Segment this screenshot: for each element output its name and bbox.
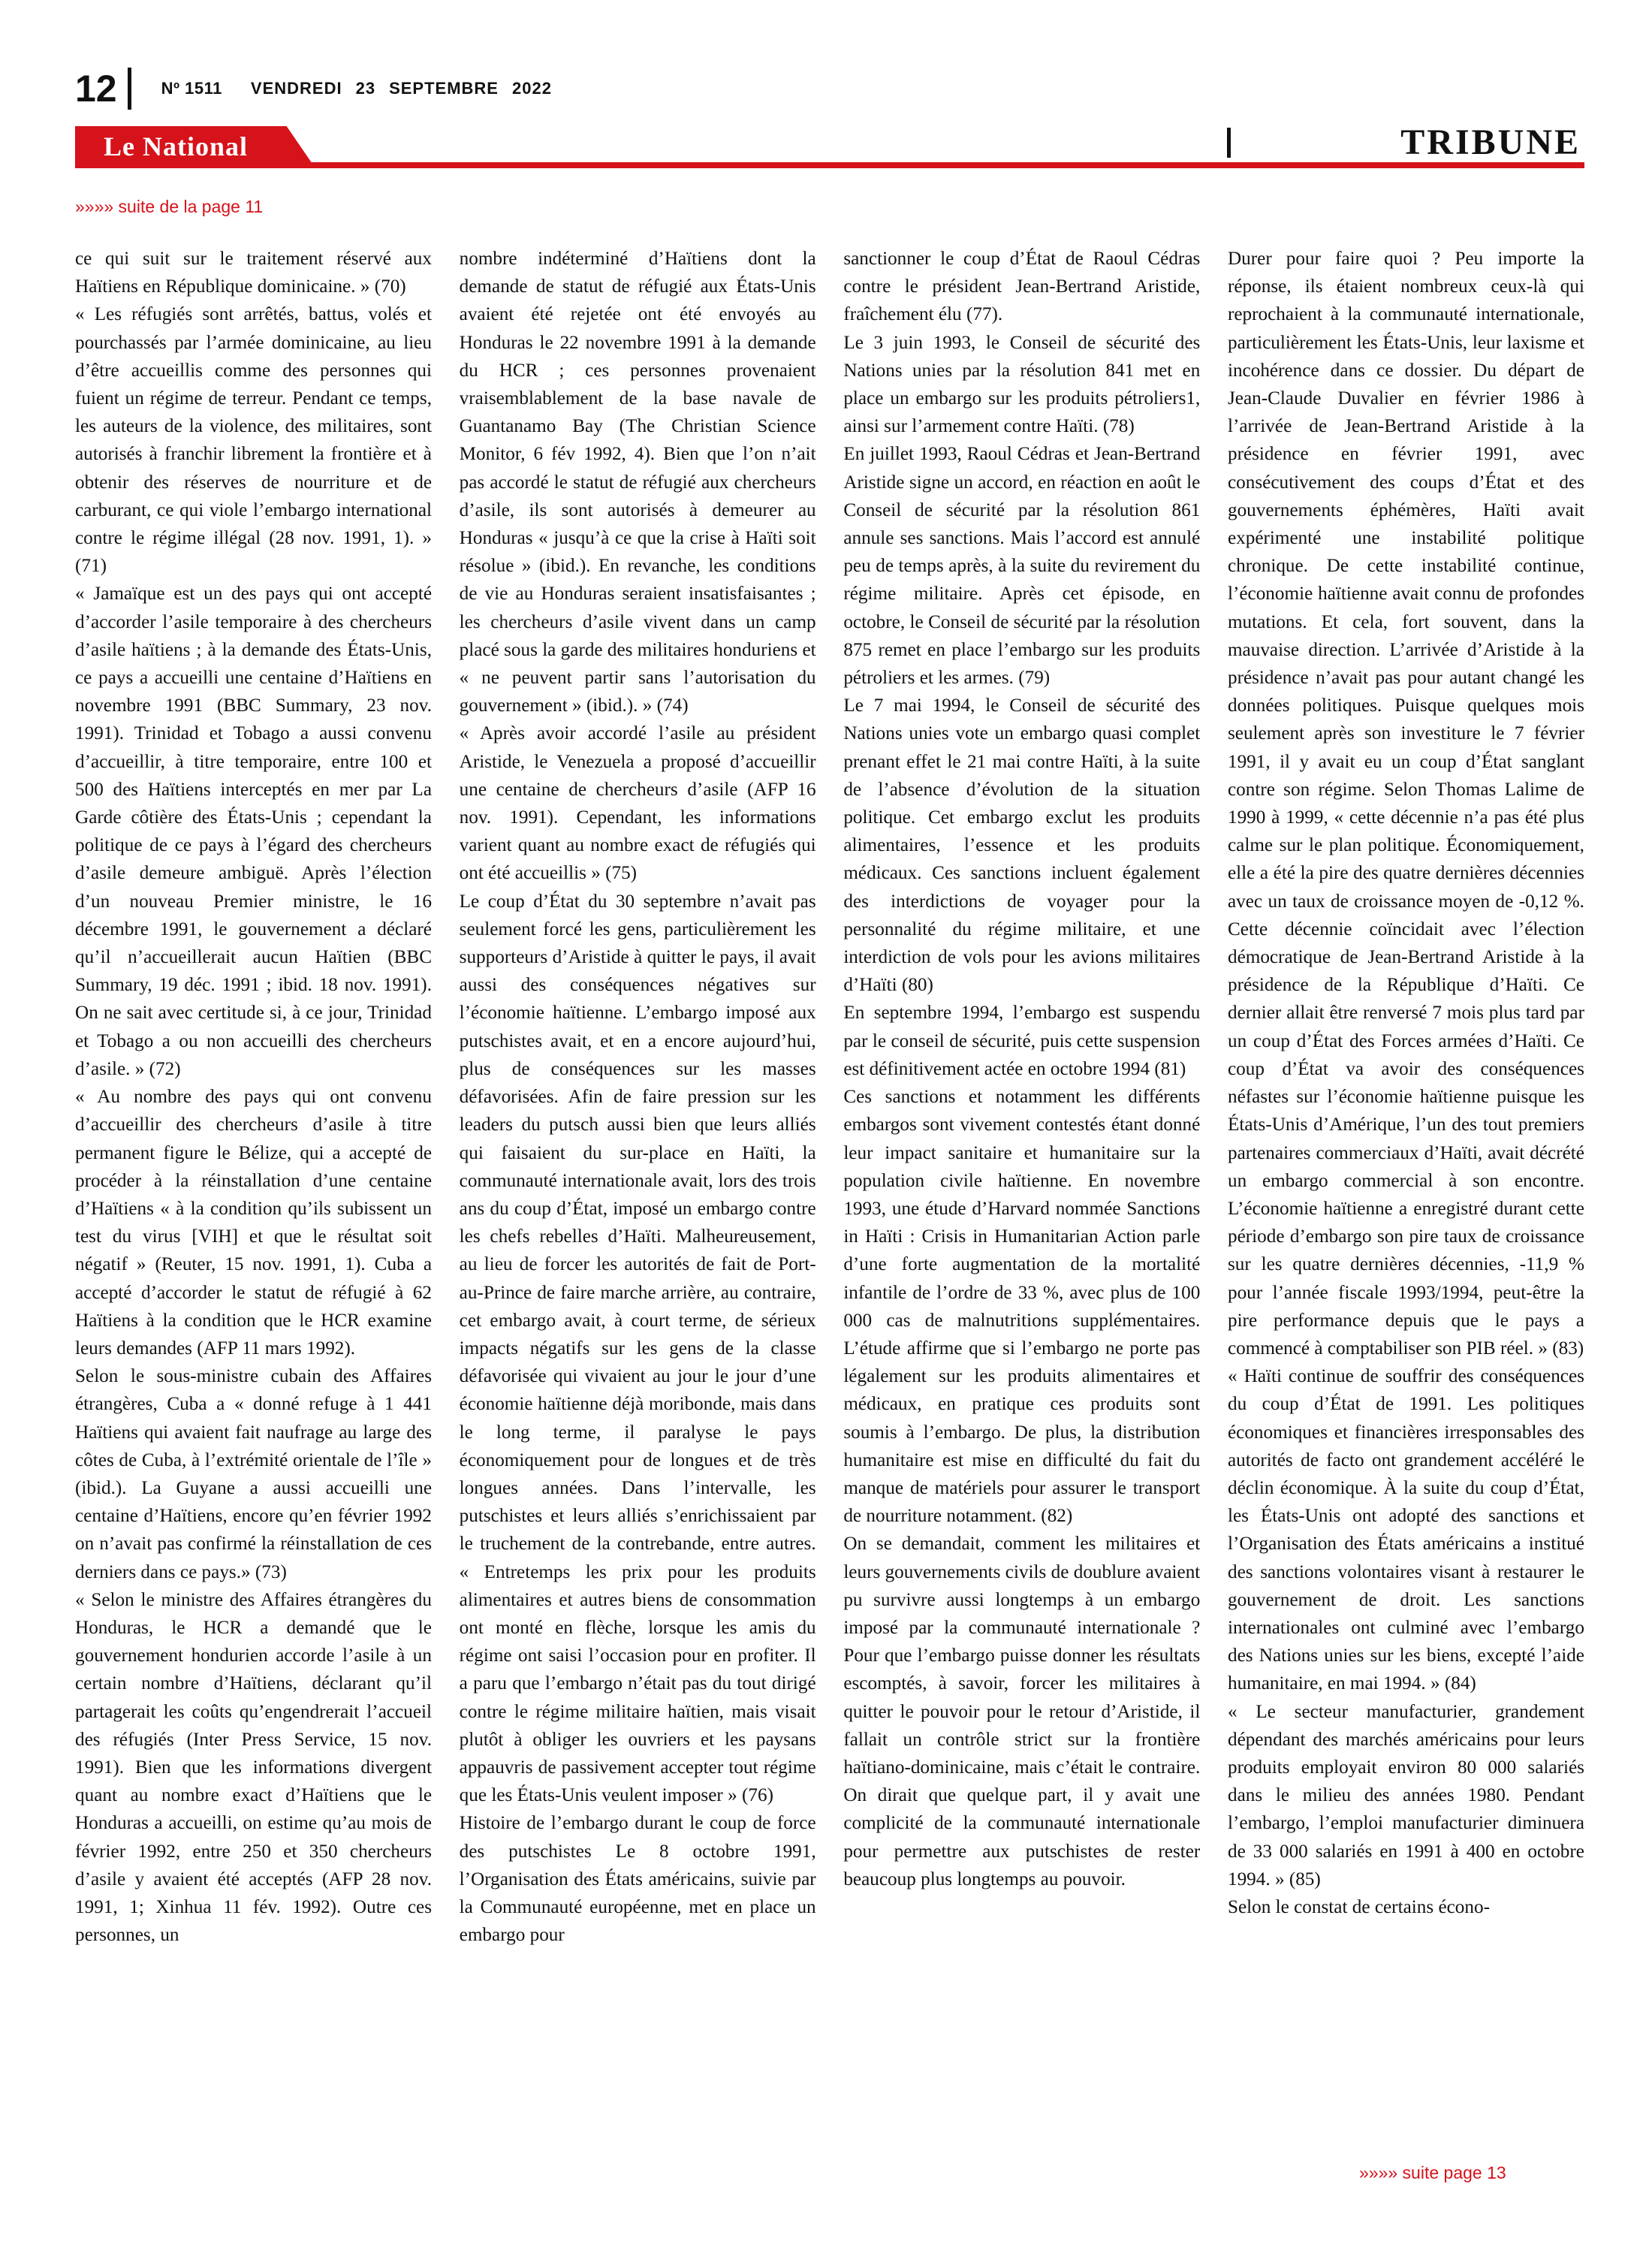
article-column-4: [1228, 245, 1584, 2161]
paragraph: Durer pour faire quoi ? Peu importe la réponse, ils étaient nombreux ceux-là qui reprochaient à la communauté internationale, particulièrement les États-Unis, leur laxisme et incohérence dans ce dossier. Du départ de Jean-Claude Duvalier en février 1986 à l’arrivée de Jean-Bertrand Aristide à la présidence en février 1991, avec consécutivement des coups d’État et des gouvernements éphémères, Haïti avait expérimenté une instabilité politique chronique. De cette instabilité continue, l’économie haïtienne avait connu de profondes mutations. Et cela, fort souvent, dans la mauvaise direction. L’arrivée d’Aristide à la présidence n’avait pas pour autant changé les données politiques. Puisque quelques mois seulement après son investiture le 7 février 1991, il y avait eu un coup d’État sanglant contre son régime. Selon Thomas Lalime de 1990 à 1999, « cette décennie n’a pas été plus calme sur le plan politique. Économiquement, elle a été la pire des quatre dernières décennies avec un taux de croissance moyen de -0,12 %. Cette décennie coïncidait avec l’élection démocratique de Jean-Bertrand Aristide à la présidence de la République d’Haïti. Ce dernier allait être renversé 7 mois plus tard par un coup d’État des Forces armées d’Haïti. Ce coup d’État va avoir des conséquences néfastes sur l’économie haïtienne puisque les États-Unis d’Amérique, l’un des tout premiers partenaires commerciaux d’Haïti, avait décrété un embargo commercial à son encontre. L’économie haïtienne a enregistré durant cette période d’embargo son pire taux de croissance sur les quatre dernières décennies, -11,9 % pour l’année fiscale 1993/1994, peut-être la pire performance depuis que le pays a commencé à comptabiliser son PIB réel. » (83): [1227, 249, 1584, 1359]
paragraph: « Selon le ministre des Affaires étrangères du Honduras, le HCR a demandé que le gouvernement hondurien accorde l’asile à un certain nombre d’Haïtiens, déclarant qu’il partagerait les coûts qu’engendrerait l’accueil des réfugiés (Inter Press Service, 15 nov. 1991). Bien que les informations divergent quant au nombre exact d’Haïtiens que le Honduras a accueilli, on estime qu’au mois de février 1992, entre 250 et 350 chercheurs d’asile y avaient été acceptés (AFP 28 nov. 1991, 1; Xinhua 11 fév. 1992). Outre ces personnes, un: [75, 1589, 432, 1946]
paragraph: « Haïti continue de souffrir des conséquences du coup d’État de 1991. Les politiques économiques et financières irresponsables des autorités de facto ont grandement accéléré le déclin économique. À la suite du coup d’État, les États-Unis ont adopté des sanctions et l’Organisation des États américains a institué des sanctions volontaires visant à restaurer le gouvernement de droit. Les sanctions internationales ont culminé avec l’embargo des Nations unies sur les biens, excepté l’aide humanitaire, en mai 1994. » (84): [1227, 1366, 1584, 1694]
issue-number: Nº 1511: [161, 79, 222, 98]
paragraph: Le coup d’État du 30 septembre n’avait pas seulement forcé les gens, particulièrement les supporteurs d’Aristide à quitter le pays, il avait aussi des conséquences négatives sur l’économie haïtienne. L’embargo imposé aux putschistes avait, et en a encore aujourd’hui, plus de conséquences sur les masses défavorisées. Afin de faire pression sur les leaders du putsch aussi bien que leurs alliés qui faisaient du sur-place en Haïti, la communauté internationale avait, lors des trois ans du coup d’État, imposé un embargo contre les chefs rebelles d’Haïti. Malheureusement, au lieu de forcer les autorités de fait de Port-au-Prince de faire marche arrière, au contraire, cet embargo avait, à court terme, de sérieux impacts négatifs sur les gens de la classe défavorisée qui vivaient au jour le jour d’une économie haïtienne déjà moribonde, mais dans le long terme, il paralyse le pays économiquement pour de longues et de très longues années. Dans l’intervalle, les putschistes et leurs alliés s’enrichissaient par le truchement de la contrebande, entre autres. « Entretemps les prix pour les produits alimentaires et autres biens de consommation ont monté en flèche, lorsque les amis du régime ont saisi l’occasion pour en profiter. Il a paru que l’embargo n’était pas du tout dirigé contre le régime militaire haïtien, mais visait plutôt à obliger les ouvriers et les paysans appauvris de passivement accepter tout régime que les États-Unis veulent imposer » (76): [459, 891, 816, 1806]
paragraph: Le 7 mai 1994, le Conseil de sécurité des Nations unies vote un embargo quasi complet prenant effet le 21 mai contre Haïti, à la suite de l’absence d’évolution de la situation politique. Cet embargo exclut les produits alimentaires, l’essence et les produits médicaux. Ces sanctions incluent également des interdictions de voyager pour la personnalité du régime militaire, et une interdiction de vols pour les avions militaires d’Haïti (80): [843, 695, 1201, 996]
paragraph: Selon le constat de certains écono-: [1227, 1896, 1490, 1917]
paragraph: En septembre 1994, l’embargo est suspendu par le conseil de sécurité, puis cette suspension est définitivement actée en octobre 1994 (81): [843, 1003, 1201, 1079]
article-column-3: [843, 245, 1200, 2161]
continued-from-link[interactable]: »»»» suite de la page 11: [75, 197, 264, 216]
paragraph: sanctionner le coup d’État de Raoul Cédras contre le président Jean-Bertrand Aristide, fraîchement élu (77).: [843, 249, 1201, 325]
paragraph: « Jamaïque est un des pays qui ont accepté d’accorder l’asile temporaire à des chercheurs d’asile haïtiens ; à la demande des États-Unis, ce pays a accueilli une centaine d’Haïtiens en novembre 1991 (BBC Summary, 23 nov. 1991). Trinidad et Tobago a aussi convenu d’accueillir, à titre temporaire, entre 100 et 500 des Haïtiens interceptés en mer par La Garde côtière des États-Unis ; cependant la politique de ce pays à l’égard des chercheurs d’asile demeure ambiguë. Après l’élection d’un nouveau Premier ministre, le 16 décembre 1991, le gouvernement a déclaré qu’il n’accueillerait aucun Haïtien (BBC Summary, 19 déc. 1991 ; ibid. 18 nov. 1991). On ne sait avec certitude si, à ce jour, Trinidad et Tobago a ou non accueilli des chercheurs d’asile. » (72): [75, 584, 432, 1079]
paragraph: Ces sanctions et notamment les différents embargos sont vivement contestés étant donné leur impact sanitaire et humanitaire sur la population civile haïtienne. En novembre 1993, une étude d’Harvard nommée Sanctions in Haïti : Crisis in Humanitarian Action parle d’une forte augmentation de la mortalité infantile de l’ordre de 33 %, avec plus de 100 000 cas de malnutritions supplémentaires. L’étude affirme que si l’embargo ne porte pas légalement sur les produits alimentaires et médicaux, en pratique ces produits sont soumis à l’embargo. De plus, la distribution humanitaire est mise en difficulté du fait du manque de matériels pour assurer le transport de nourriture notamment. (82): [843, 1087, 1201, 1527]
paragraph: « Au nombre des pays qui ont convenu d’accueillir des chercheurs d’asile à titre permanent figure le Bélize, qui a accepté de procéder à la réinstallation d’une centaine d’Haïtiens « à la condition qu’ils subissent un test du virus [VIH] et que le résultat soit négatif » (Reuter, 15 nov. 1991, 1). Cuba a accepté d’accorder le statut de réfugié à 62 Haïtiens à la condition que le HCR examine leurs demandes (AFP 11 mars 1992).: [75, 1087, 432, 1359]
masthead-top-bar: [75, 66, 565, 111]
brand-logo: Le National: [104, 131, 249, 161]
paragraph: « Après avoir accordé l’asile au président Aristide, le Venezuela a proposé d’accueillir une centaine de chercheurs d’asile (AFP 16 nov. 1991). Cependant, les informations varient quant au nombre exact de réfugiés qui ont été accueillis » (75): [459, 723, 816, 884]
article-column-2: [460, 245, 816, 2161]
section-divider: [1227, 128, 1231, 158]
paragraph: nombre indéterminé d’Haïtiens dont la demande de statut de réfugié aux États-Unis avaient été rejetée ont été envoyés au Honduras le 22 novembre 1991 à la demande du HCR ; ces personnes provenaient vraisemblablement de la base navale de Guantanamo Bay (The Christian Science Monitor, 6 fév 1992, 4). Bien que l’on n’ait pas accordé le statut de réfugié aux chercheurs d’asile, ils sont autorisés à demeurer au Honduras « jusqu’à ce que la crise à Haïti soit résolue » (ibid.). En revanche, les conditions de vie au Honduras seraient insatisfaisantes ; les chercheurs d’asile vivent dans un camp placé sous la garde des militaires honduriens et « ne peuvent partir sans l’autorisation du gouvernement » (ibid.). » (74): [459, 249, 816, 716]
date-weekday: VENDREDI: [250, 79, 342, 98]
masthead-divider: [128, 68, 131, 110]
article-columns: [75, 245, 1584, 2161]
paragraph: Histoire de l’embargo durant le coup de force des putschistes Le 8 octobre 1991, l’Organisation des États américains, suivie par la Communauté européenne, met en place un embargo pour: [459, 1813, 816, 1946]
paragraph: « Le secteur manufacturier, grandement dépendant des marchés américains pour leurs produits employait environ 80 000 salariés dans le milieu des années 1980. Pendant l’embargo, l’emploi manufacturier diminuera de 33 000 salariés en 1991 à 400 en octobre 1994. » (85): [1227, 1701, 1584, 1890]
page-number: 12: [75, 68, 117, 110]
section-title: TRIBUNE: [1400, 122, 1581, 162]
paragraph: En juillet 1993, Raoul Cédras et Jean-Bertrand Aristide signe un accord, en réaction en août le Conseil de sécurité par la résolution 861 annule ses sanctions. Mais l’accord est annulé peu de temps après, à la suite du revirement du régime militaire. Après cet épisode, en octobre, le Conseil de sécurité par la résolution 875 remet en place l’embargo sur les produits pétroliers et les armes. (79): [843, 444, 1201, 689]
date-month: SEPTEMBRE: [389, 79, 499, 98]
paragraph: Le 3 juin 1993, le Conseil de sécurité des Nations unies par la résolution 841 met en place un embargo sur les produits pétroliers1, ainsi sur l’armement contre Haïti. (78): [843, 332, 1201, 437]
header-rule: [75, 162, 1584, 168]
continued-to-link[interactable]: »»»» suite page 13: [1359, 2163, 1506, 2182]
paragraph: On se demandait, comment les militaires et leurs gouvernements civils de doublure avaient pu survivre aussi longtemps à un embargo imposé par la communauté internationale ? Pour que l’embargo puisse donner les résultats escomptés, à savoir, forcer les militaires à quitter le pouvoir pour le retour d’Aristide, il fallait un contrôle strict sur la frontière haïtiano-dominicaine, mais c’était le contraire. On dirait que quelque part, il y avait une complicité de la communauté internationale pour permettre aux putschistes de rester beaucoup plus longtemps au pouvoir.: [843, 1534, 1201, 1890]
date-day: 23: [355, 79, 376, 98]
paragraph: Selon le sous-ministre cubain des Affaires étrangères, Cuba a « donné refuge à 1 441 Haïtiens qui avaient fait naufrage au large des côtes de Cuba, à l’extrémité orientale de l’île » (ibid.). La Guyane a aussi accueilli une centaine d’Haïtiens, encore qu’en février 1992 on n’avait pas confirmé la réinstallation de ces derniers dans ce pays.» (73): [75, 1366, 432, 1582]
paragraph: ce qui suit sur le traitement réservé aux Haïtiens en République dominicaine. » (70): [75, 249, 432, 297]
date-year: 2022: [511, 79, 552, 98]
article-column-1: [75, 245, 432, 2161]
paragraph: « Les réfugiés sont arrêtés, battus, volés et pourchassés par l’armée dominicaine, au lieu d’être accueillis comme des personnes qui fuient un régime de terreur. Pendant ce temps, les auteurs de la violence, des militaires, sont autorisés à franchir librement la frontière et à obtenir des réserves de nourriture et de carburant, ce qui viole l’embargo international contre le régime illégal (28 nov. 1991, 1). » (71): [75, 304, 432, 577]
